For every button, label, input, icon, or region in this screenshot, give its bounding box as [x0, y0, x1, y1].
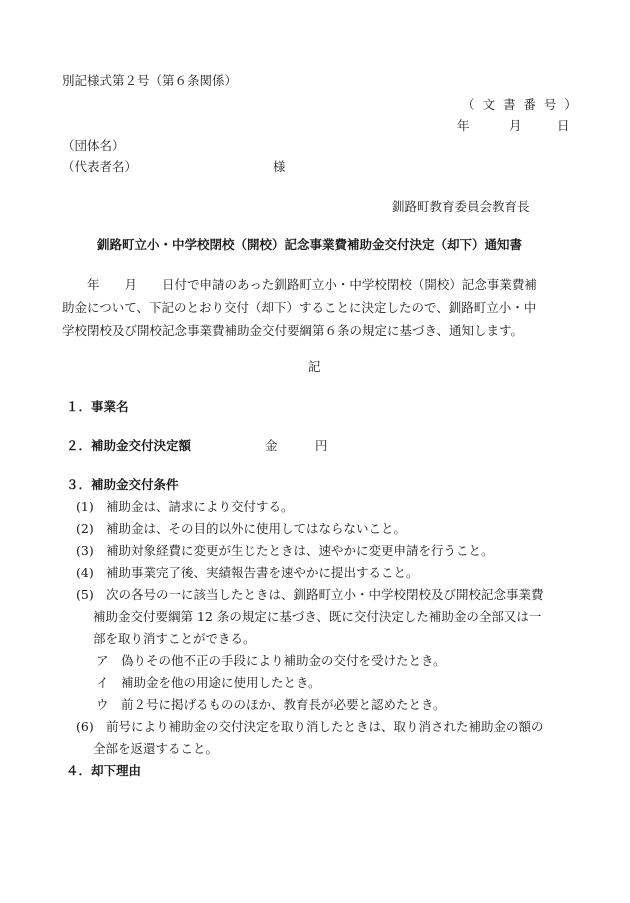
condition-text: 補助対象経費に変更が生じたときは、速やかに変更申請を行うこと。	[106, 543, 494, 558]
condition-text: 次の各号の一に該当したときは、釧路町立小・中学校閉校及び開校記念事業費	[106, 587, 544, 602]
sub-text: 偽りその他不正の手段により補助金の交付を受けたとき。	[121, 653, 446, 668]
sub-marker: ア	[96, 653, 109, 668]
document-title: 釧路町立小・中学校閉校（開校）記念事業費補助金交付決定（却下）通知書	[97, 237, 523, 252]
amount-kin: 金	[265, 438, 278, 453]
item-rejection-reason: ４．却下理由	[66, 763, 142, 778]
sub-text: 前２号に掲げるもののほか、教育長が必要と認めたとき。	[121, 697, 446, 712]
condition-2	[76, 523, 406, 536]
condition-number: (6)	[76, 719, 94, 734]
date-day: 日	[557, 118, 570, 133]
ki-heading: 記	[308, 359, 321, 374]
condition-5-continued: 補助金交付要綱第 12 条の規定に基づき、既に交付決定した補助金の全部又は一	[93, 609, 542, 624]
date-month: 月	[509, 118, 522, 133]
sub-marker: ウ	[96, 697, 109, 712]
form-label: 別記様式第２号（第６条関係）	[62, 73, 238, 88]
condition-text: 補助金は、請求により交付する。	[106, 499, 294, 514]
item-grant-conditions: ３．補助金交付条件	[66, 477, 179, 492]
condition-text: 前号により補助金の交付決定を取り消したときは、取り消された補助金の額の	[106, 719, 544, 734]
document-number: （ 文 書 番 号 ）	[462, 97, 579, 112]
item-project-name: １．事業名	[66, 399, 129, 414]
body-line: 助金について、下記のとおり交付（却下）することに決定したので、釧路町立小・中	[62, 300, 537, 315]
condition-number: (2)	[76, 521, 94, 536]
condition-6-continued: 全部を返還すること。	[93, 741, 219, 756]
condition-4	[76, 567, 419, 580]
condition-text: 補助金は、その目的以外に使用してはならないこと。	[106, 521, 407, 536]
condition-5-sub-i	[96, 677, 321, 690]
sub-text: 補助金を他の用途に使用したとき。	[121, 675, 321, 690]
condition-number: (1)	[76, 499, 94, 514]
recipient-org: （団体名）	[62, 138, 125, 153]
body-line: 年 月 日付で申請のあった釧路町立小・中学校閉校（開校）記念事業費補	[62, 277, 537, 292]
condition-5-continued: 部を取り消すことができる。	[93, 631, 256, 646]
amount-en: 円	[315, 438, 328, 453]
condition-6	[76, 721, 544, 734]
condition-number: (5)	[76, 587, 94, 602]
date-year: 年	[457, 118, 470, 133]
condition-1	[76, 501, 294, 514]
date-line	[457, 120, 577, 134]
condition-5	[76, 589, 544, 602]
item-grant-amount: ２．補助金交付決定額	[66, 438, 192, 453]
issuer: 釧路町教育委員会教育長	[392, 199, 530, 214]
condition-5-sub-u	[96, 699, 446, 712]
condition-number: (4)	[76, 565, 94, 580]
condition-text: 補助事業完了後、実績報告書を速やかに提出すること。	[106, 565, 419, 580]
sub-marker: イ	[96, 675, 109, 690]
condition-number: (3)	[76, 543, 94, 558]
condition-3	[76, 545, 494, 558]
body-paragraph	[62, 273, 582, 342]
recipient-rep: （代表者名）	[62, 159, 138, 174]
body-line: 学校閉校及び開校記念事業費補助金交付要綱第６条の規定に基づき、通知します。	[62, 323, 524, 338]
condition-5-sub-a	[96, 655, 446, 668]
recipient-honorific: 様	[273, 159, 286, 174]
